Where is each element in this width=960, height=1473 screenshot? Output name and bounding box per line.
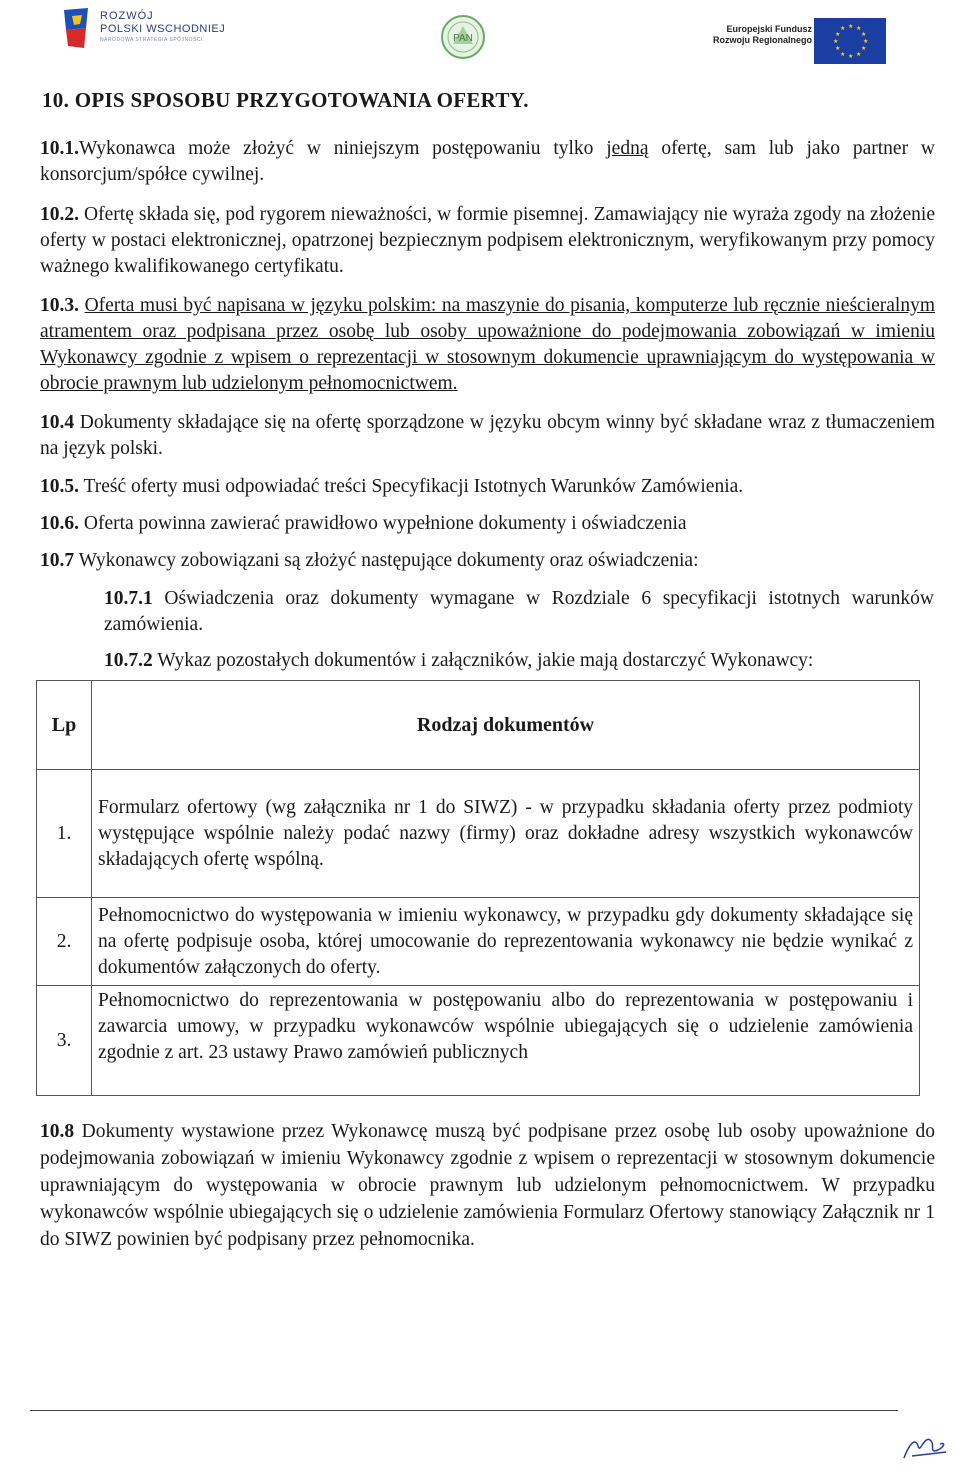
p71-number: 10.7.1 (104, 588, 153, 609)
eu-flag-icon (814, 18, 886, 64)
logo-rozwoj-polski-wschodniej (62, 4, 262, 52)
p1-underlined: jedną (606, 138, 649, 159)
p7-text: Wykonawcy zobowiązani są złożyć następujące dokumenty oraz oświadczenia: (74, 550, 699, 571)
paragraph-10-2 (40, 202, 935, 280)
table-row (37, 770, 920, 898)
row-text: Pełnomocnictwo do występowania w imieniu wykonawcy, w przypadku gdy dokumenty składające się na ofertę podpisuje osoba, której umocowanie do reprezentowania wykonawcy nie będzie wynikać z dokumentów załączonych do oferty. (92, 898, 920, 986)
p7-number: 10.7 (40, 550, 75, 571)
paragraph-10-7-1 (104, 586, 934, 638)
p1-text-b: ofertę, sam lub jako partner w konsorcjum/spółce cywilnej. (40, 138, 935, 185)
paragraph-10-5 (40, 474, 935, 500)
svg-text:★: ★ (835, 45, 841, 52)
p4-number: 10.4 (40, 412, 75, 433)
row-text: Formularz ofertowy (wg załącznika nr 1 do SIWZ) - w przypadku składania oferty przez podmioty występujące wspólnie należy podać nazwy (firmy) oraz dokładne adresy wszystkich wykonawców składających ofertę wspólną. (92, 770, 920, 898)
logo-pan (440, 14, 486, 60)
p5-number: 10.5. (40, 476, 79, 497)
paragraph-10-7 (40, 548, 935, 574)
paragraph-10-6 (40, 511, 935, 537)
eu-fund-text (713, 24, 812, 46)
p6-number: 10.6. (40, 513, 79, 534)
paragraph-10-4 (40, 410, 935, 462)
p6-text: Oferta powinna zawierać prawidłowo wypełnione dokumenty i oświadczenia (79, 513, 687, 534)
p2-number: 10.2. (40, 204, 79, 225)
logo-right-line1: Europejski Fundusz (726, 24, 812, 34)
header-doc-type: Rodzaj dokumentów (92, 681, 920, 770)
svg-text:★: ★ (848, 23, 854, 30)
svg-text:★: ★ (863, 38, 869, 45)
logo-right-line2: Rozwoju Regionalnego (713, 35, 812, 45)
p5-text: Treść oferty musi odpowiadać treści Specyfikacji Istotnych Warunków Zamówienia. (79, 476, 744, 497)
p8-text: Dokumenty wystawione przez Wykonawcę muszą być podpisane przez osobę lub osoby upoważnione do podejmowania zobowiązań w imieniu Wykonawcy zgodnie z wpisem o reprezentacji w stosownym dokumencie uprawniającym do występowania w obrocie prawnym lub udzielonym pełnomocnictwem. W przypadku wykonawców wspólnie ubiegających się o udzielenie zamówienia Formularz Ofertowy stanowiący Załącznik nr 1 do SIWZ powinien być podpisany przez pełnomocnika. (40, 1121, 935, 1250)
svg-text:★: ★ (848, 53, 854, 60)
logo-left-line3: NARODOWA STRATEGIA SPÓJNOŚCI (100, 37, 203, 43)
logo-left-line2: POLSKI WSCHODNIEJ (100, 23, 226, 35)
p2-text: Ofertę składa się, pod rygorem nieważności, w formie pisemnej. Zamawiający nie wyraża zgody na złożenie oferty w postaci elektronicznej, opatrzonej bezpiecznym podpisem elektronicznym, weryfikowanym przy pomocy ważnego kwalifikowanego certyfikatu. (40, 204, 935, 277)
table-row (37, 898, 920, 986)
logo-eu-fund (680, 18, 890, 66)
paragraph-10-8 (40, 1118, 935, 1253)
p4-text: Dokumenty składające się na ofertę sporządzone w języku obcym winny być składane wraz z tłumaczeniem na język polski. (40, 412, 935, 459)
svg-text:★: ★ (861, 31, 867, 38)
p1-text-a: Wykonawca może złożyć w niniejszym postępowaniu tylko (79, 138, 607, 159)
p8-number: 10.8 (40, 1121, 75, 1142)
p1-number: 10.1. (40, 138, 79, 159)
p72-number: 10.7.2 (104, 650, 153, 671)
svg-text:★: ★ (861, 45, 867, 52)
table-row (37, 986, 920, 1096)
svg-text:★: ★ (840, 51, 846, 58)
row-text: Pełnomocnictwo do reprezentowania w postępowaniu albo do reprezentowania w postępowaniu i zawarcia umowy, w przypadku wykonawców wspólnie ubiegających się o udzielenie zamówienia zgodnie z art. 23 ustawy Prawo zamówień publicznych (92, 986, 920, 1096)
paragraph-10-7-2 (104, 648, 934, 674)
svg-text:★: ★ (835, 31, 841, 38)
svg-text:★: ★ (856, 25, 862, 32)
p3-number: 10.3. (40, 295, 79, 316)
svg-text:★: ★ (840, 25, 846, 32)
row-lp: 3. (37, 986, 92, 1096)
header-lp: Lp (37, 681, 92, 770)
initials-signature-icon (900, 1432, 950, 1462)
svg-text:★: ★ (833, 38, 839, 45)
section-title: 10. OPIS SPOSOBU PRZYGOTOWANIA OFERTY. (42, 88, 529, 112)
paragraph-10-3 (40, 293, 935, 397)
flag-logo-icon (62, 6, 92, 50)
table-header-row (37, 681, 920, 770)
row-lp: 2. (37, 898, 92, 986)
pan-emblem-icon (440, 14, 486, 60)
paragraph-10-1 (40, 136, 935, 188)
logo-left-line1: ROZWÓJ (100, 10, 154, 22)
footer-divider (30, 1410, 898, 1411)
p3-text: Oferta musi być napisana w języku polskim: na maszynie do pisania, komputerze lub ręcznie nieścieralnym atramentem oraz podpisana przez osobę lub osoby upoważnione do podejmowania zobowiązań w imieniu Wykonawcy zgodnie z wpisem o reprezentacji w stosownym dokumencie uprawniającym do występowania w obrocie prawnym lub udzielonym pełnomocnictwem. (40, 295, 936, 394)
p72-text: Wykaz pozostałych dokumentów i załączników, jakie mają dostarczyć Wykonawcy: (152, 650, 814, 671)
logo-center-text: PAN (453, 33, 473, 44)
documents-table (36, 680, 920, 1096)
svg-text:★: ★ (856, 51, 862, 58)
row-lp: 1. (37, 770, 92, 898)
p71-text: Oświadczenia oraz dokumenty wymagane w Rozdziale 6 specyfikacji istotnych warunków zamówienia. (104, 588, 934, 635)
